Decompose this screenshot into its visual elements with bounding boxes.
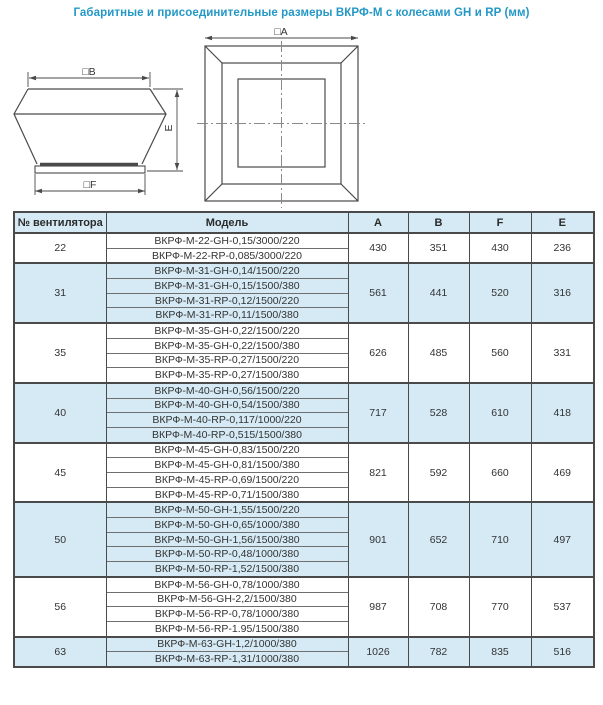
label-f: □F — [83, 179, 97, 191]
model-cell: ВКРФ-М-31-GH-0,14/1500/220 — [106, 263, 348, 278]
fan-base-plate — [35, 166, 145, 173]
model-cell: ВКРФ-М-50-GH-0,65/1000/380 — [106, 518, 348, 533]
model-cell: ВКРФ-М-45-GH-0,83/1500/220 — [106, 443, 348, 458]
dim-f-cell: 835 — [469, 637, 531, 667]
dim-b-cell: 708 — [408, 577, 469, 637]
model-cell: ВКРФ-М-40-RP-0,515/1500/380 — [106, 427, 348, 442]
dim-a-cell: 821 — [348, 443, 408, 503]
dim-e-cell: 537 — [531, 577, 594, 637]
dim-f-cell: 770 — [469, 577, 531, 637]
dimension-drawings — [0, 24, 603, 210]
arrowhead-right-icon — [351, 36, 358, 41]
table-row — [14, 383, 594, 398]
dim-f-cell: 610 — [469, 383, 531, 443]
model-cell: ВКРФ-М-31-GH-0,15/1500/380 — [106, 279, 348, 294]
dim-b-cell: 592 — [408, 443, 469, 503]
model-cell: ВКРФ-М-56-RP-0,78/1000/380 — [106, 607, 348, 622]
fan-side-view — [14, 72, 183, 195]
dim-a-cell: 987 — [348, 577, 408, 637]
table-body — [14, 233, 594, 667]
header-dim-b: B — [408, 212, 469, 233]
dim-f-cell: 430 — [469, 233, 531, 263]
model-cell: ВКРФ-М-45-RP-0,69/1500/220 — [106, 473, 348, 488]
dim-e-cell: 331 — [531, 323, 594, 383]
dim-e-cell: 497 — [531, 502, 594, 576]
fan-number-cell: 22 — [14, 233, 106, 263]
header-fan-number: № вентилятора — [14, 212, 106, 233]
model-cell: ВКРФ-М-63-RP-1,31/1000/380 — [106, 652, 348, 667]
dim-e-cell: 236 — [531, 233, 594, 263]
fan-number-cell: 63 — [14, 637, 106, 667]
table-header-row — [14, 212, 594, 233]
table-row — [14, 263, 594, 278]
dim-f-cell: 710 — [469, 502, 531, 576]
header-model: Модель — [106, 212, 348, 233]
table-row — [14, 233, 594, 248]
label-e: E — [163, 124, 175, 132]
dim-b-cell: 782 — [408, 637, 469, 667]
table-row — [14, 323, 594, 338]
dimensions-table — [13, 211, 595, 668]
arrowhead-down-icon — [175, 163, 180, 170]
model-cell: ВКРФ-М-63-GH-1,2/1000/380 — [106, 637, 348, 652]
model-cell: ВКРФ-М-56-GH-0,78/1000/380 — [106, 577, 348, 592]
dim-a-cell: 626 — [348, 323, 408, 383]
dim-a-cell: 717 — [348, 383, 408, 443]
model-cell: ВКРФ-М-56-GH-2,2/1500/380 — [106, 592, 348, 607]
dim-a-cell: 430 — [348, 233, 408, 263]
model-cell: ВКРФ-М-56-RP-1.95/1500/380 — [106, 621, 348, 636]
label-b: □B — [82, 66, 96, 78]
model-cell: ВКРФ-М-40-RP-0,117/1000/220 — [106, 413, 348, 428]
model-cell: ВКРФ-М-35-GH-0,22/1500/380 — [106, 338, 348, 353]
fan-number-cell: 56 — [14, 577, 106, 637]
dim-b-cell: 351 — [408, 233, 469, 263]
model-cell: ВКРФ-М-50-RP-1,52/1500/380 — [106, 562, 348, 577]
model-cell: ВКРФ-М-35-RP-0,27/1500/380 — [106, 368, 348, 383]
arrowhead-right-icon — [142, 76, 149, 81]
dim-b-cell: 485 — [408, 323, 469, 383]
dim-e-cell: 469 — [531, 443, 594, 503]
model-cell: ВКРФ-М-50-GH-1,56/1500/380 — [106, 532, 348, 547]
dim-f-cell: 660 — [469, 443, 531, 503]
dim-e-cell: 418 — [531, 383, 594, 443]
model-cell: ВКРФ-М-40-GH-0,56/1500/220 — [106, 383, 348, 398]
model-cell: ВКРФ-М-31-RP-0,11/1500/380 — [106, 308, 348, 323]
arrowhead-right-icon — [138, 189, 145, 194]
dim-e-cell: 316 — [531, 263, 594, 323]
page-title: Габаритные и присоединительные размеры ВКРФ-М с колесами GH и RP (мм) — [73, 7, 530, 19]
arrowhead-left-icon — [205, 36, 212, 41]
header-dim-a: A — [348, 212, 408, 233]
label-a: □A — [274, 26, 288, 38]
arrowhead-left-icon — [29, 76, 36, 81]
dim-b-cell: 528 — [408, 383, 469, 443]
table-row — [14, 443, 594, 458]
fan-number-cell: 31 — [14, 263, 106, 323]
table-row — [14, 502, 594, 517]
dim-f-cell: 520 — [469, 263, 531, 323]
dim-b-cell: 652 — [408, 502, 469, 576]
arrowhead-left-icon — [35, 189, 42, 194]
model-cell: ВКРФ-М-40-GH-0,54/1500/380 — [106, 398, 348, 413]
model-cell: ВКРФ-М-35-GH-0,22/1500/220 — [106, 323, 348, 338]
dim-f-cell: 560 — [469, 323, 531, 383]
header-dim-f: F — [469, 212, 531, 233]
header-dim-e: E — [531, 212, 594, 233]
model-cell: ВКРФ-М-22-GH-0,15/3000/220 — [106, 233, 348, 248]
model-cell: ВКРФ-М-45-RP-0,71/1500/380 — [106, 487, 348, 502]
fan-top-view — [197, 36, 366, 208]
arrowhead-up-icon — [175, 90, 180, 97]
model-cell: ВКРФ-М-31-RP-0,12/1500/220 — [106, 293, 348, 308]
table-row — [14, 637, 594, 652]
fan-number-cell: 35 — [14, 323, 106, 383]
dim-a-cell: 561 — [348, 263, 408, 323]
model-cell: ВКРФ-М-50-GH-1,55/1500/220 — [106, 502, 348, 517]
dim-a-cell: 1026 — [348, 637, 408, 667]
table-row — [14, 577, 594, 592]
model-cell: ВКРФ-М-22-RP-0,085/3000/220 — [106, 248, 348, 263]
model-cell: ВКРФ-М-35-RP-0,27/1500/220 — [106, 353, 348, 368]
dim-b-cell: 441 — [408, 263, 469, 323]
model-cell: ВКРФ-М-45-GH-0,81/1500/380 — [106, 458, 348, 473]
dim-a-cell: 901 — [348, 502, 408, 576]
fan-number-cell: 40 — [14, 383, 106, 443]
model-cell: ВКРФ-М-50-RP-0,48/1000/380 — [106, 547, 348, 562]
dim-e-cell: 516 — [531, 637, 594, 667]
fan-number-cell: 45 — [14, 443, 106, 503]
fan-number-cell: 50 — [14, 502, 106, 576]
